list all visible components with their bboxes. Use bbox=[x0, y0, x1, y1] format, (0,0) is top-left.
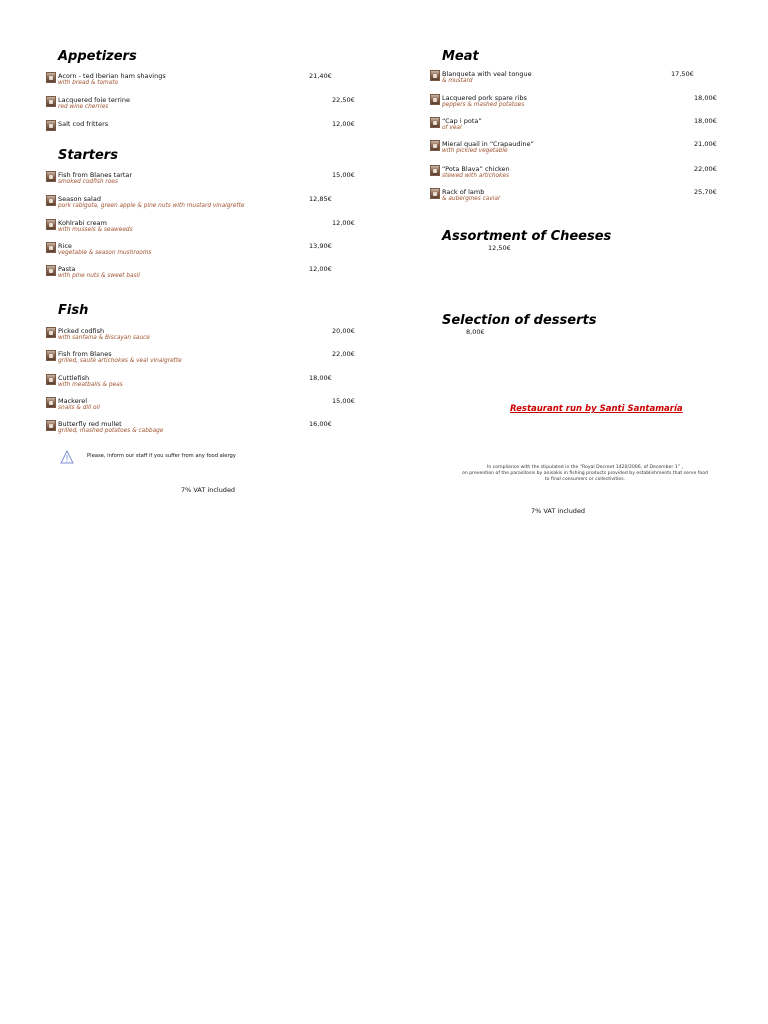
desserts-title: Selection of desserts bbox=[442, 313, 597, 328]
menu-item bbox=[46, 242, 366, 264]
item-name: Fish from Blanes tartar bbox=[58, 171, 133, 179]
item-name: Kohlrabi cream bbox=[58, 219, 107, 227]
menu-item bbox=[430, 94, 730, 116]
item-description: red wine cherries bbox=[58, 104, 109, 110]
item-price: 18,00€ bbox=[694, 94, 717, 102]
item-name: Season salad bbox=[58, 195, 101, 203]
item-price: 12,85€ bbox=[309, 195, 332, 203]
item-price: 12,00€ bbox=[332, 219, 355, 227]
item-description: pork rabigota, green apple & pine nuts with mustard vinaigrette bbox=[58, 203, 245, 209]
compliance-line-2: on prevention of the parasitosis by anisakis in fishing products provided by establishments that serve food bbox=[462, 471, 708, 477]
dish-photo-icon bbox=[46, 397, 56, 408]
dish-photo-icon bbox=[46, 120, 56, 131]
item-price: 22,50€ bbox=[332, 96, 355, 104]
item-price: 15,00€ bbox=[332, 171, 355, 179]
compliance-line-3: to final consumers or collectivities. bbox=[544, 477, 626, 483]
dish-photo-icon bbox=[430, 117, 440, 128]
dish-photo-icon bbox=[46, 195, 56, 206]
menu-item bbox=[430, 188, 730, 210]
menu-item bbox=[46, 397, 366, 419]
item-price: 13,90€ bbox=[309, 242, 332, 250]
menu-item bbox=[46, 219, 366, 241]
item-description: with pickled vegetable bbox=[442, 148, 508, 154]
item-description: with mussels & seaweeds bbox=[58, 227, 133, 233]
dish-photo-icon bbox=[430, 140, 440, 151]
item-description: with pine nuts & sweet basil bbox=[58, 273, 140, 279]
item-name: Salt cod fritters bbox=[58, 120, 109, 128]
restaurant-run-by-link[interactable]: Restaurant run by Santi Santamaría bbox=[510, 404, 683, 414]
item-name: “Pota Blava” chicken bbox=[442, 165, 510, 173]
dish-photo-icon bbox=[46, 171, 56, 182]
allergy-note: Please, inform our staff if you suffer from any food alergy bbox=[87, 453, 236, 459]
dish-photo-icon bbox=[430, 165, 440, 176]
dish-photo-icon bbox=[46, 96, 56, 107]
item-name: Rack of lamb bbox=[442, 188, 485, 196]
item-description: with meatballs & peas bbox=[58, 382, 123, 388]
dish-photo-icon bbox=[430, 70, 440, 81]
item-price: 25,70€ bbox=[694, 188, 717, 196]
item-name: Pasta bbox=[58, 265, 76, 273]
dish-photo-icon bbox=[46, 265, 56, 276]
item-price: 22,00€ bbox=[332, 350, 355, 358]
item-description: peppers & mashed potatoes bbox=[442, 102, 525, 108]
vat-included-right: 7% VAT included bbox=[531, 507, 586, 515]
menu-item bbox=[46, 195, 366, 217]
warning-icon bbox=[60, 450, 74, 464]
desserts-price: 8,00€ bbox=[466, 328, 485, 336]
item-price: 12,00€ bbox=[332, 120, 355, 128]
menu-item bbox=[46, 120, 366, 142]
dish-photo-icon bbox=[430, 94, 440, 105]
item-description: & aubergines caviar bbox=[442, 196, 501, 202]
item-description: snails & dill oil bbox=[58, 405, 100, 411]
item-price: 18,00€ bbox=[694, 117, 717, 125]
item-description: grilled, sauté artichokes & veal vinaigrette bbox=[58, 358, 182, 364]
menu-item bbox=[430, 117, 730, 139]
dish-photo-icon bbox=[46, 327, 56, 338]
item-price: 21,00€ bbox=[694, 140, 717, 148]
menu-item bbox=[46, 96, 366, 118]
item-price: 16,00€ bbox=[309, 420, 332, 428]
item-name: Rice bbox=[58, 242, 72, 250]
item-name: Acorn - ted Iberian ham shavings bbox=[58, 72, 166, 80]
item-price: 18,00€ bbox=[309, 374, 332, 382]
appetizers-title: Appetizers bbox=[58, 49, 137, 64]
item-description: with bread & tomato bbox=[58, 80, 119, 86]
item-description: stewed with artichokes bbox=[442, 173, 510, 179]
menu-item bbox=[46, 350, 366, 372]
dish-photo-icon bbox=[46, 72, 56, 83]
item-description: vegetable & season mushrooms bbox=[58, 250, 152, 256]
item-name: Mieral quail in “Crapaudine” bbox=[442, 140, 534, 148]
meat-title: Meat bbox=[442, 49, 479, 64]
item-price: 21,40€ bbox=[309, 72, 332, 80]
item-description: grilled, mashed potatoes & cabbage bbox=[58, 428, 164, 434]
menu-item bbox=[46, 171, 366, 193]
item-description: & mustard bbox=[442, 78, 473, 84]
compliance-note bbox=[455, 465, 715, 484]
menu-item bbox=[46, 374, 366, 396]
dish-photo-icon bbox=[46, 350, 56, 361]
item-name: Lacquered foie terrine bbox=[58, 96, 130, 104]
menu-item bbox=[430, 140, 730, 162]
fish-title: Fish bbox=[58, 303, 89, 318]
item-name: Cuttlefish bbox=[58, 374, 90, 382]
dish-photo-icon bbox=[46, 242, 56, 253]
item-name: Mackerel bbox=[58, 397, 88, 405]
dish-photo-icon bbox=[46, 420, 56, 431]
item-description: smoked codfish roes bbox=[58, 179, 118, 185]
dish-photo-icon bbox=[46, 219, 56, 230]
dish-photo-icon bbox=[46, 374, 56, 385]
item-name: Lacquered pork spare ribs bbox=[442, 94, 527, 102]
item-name: Picked codfish bbox=[58, 327, 105, 335]
cheeses-price: 12,50€ bbox=[488, 244, 511, 252]
item-description: with sanfaina & Biscayan sauce bbox=[58, 335, 150, 341]
item-price: 20,00€ bbox=[332, 327, 355, 335]
item-price: 15,00€ bbox=[332, 397, 355, 405]
item-price: 17,50€ bbox=[671, 70, 694, 78]
menu-item bbox=[430, 70, 730, 92]
menu-item bbox=[46, 72, 366, 94]
item-name: “Cap i pota” bbox=[442, 117, 482, 125]
menu-item bbox=[46, 327, 366, 349]
item-description: of veal bbox=[442, 125, 462, 131]
item-name: Blanqueta with veal tongue bbox=[442, 70, 532, 78]
cheeses-title: Assortment of Cheeses bbox=[442, 229, 612, 244]
menu-item bbox=[46, 265, 366, 287]
vat-included-left: 7% VAT included bbox=[181, 486, 236, 494]
compliance-line-1: In compliance with the stipulated in the “Royal Decreet 1420/2006, of December 1” , bbox=[487, 465, 683, 470]
item-name: Fish from Blanes bbox=[58, 350, 112, 358]
item-price: 22,00€ bbox=[694, 165, 717, 173]
dish-photo-icon bbox=[430, 188, 440, 199]
starters-title: Starters bbox=[58, 148, 118, 163]
menu-item bbox=[430, 165, 730, 187]
item-name: Butterfly red mullet bbox=[58, 420, 122, 428]
menu-item bbox=[46, 420, 366, 442]
item-price: 12,00€ bbox=[309, 265, 332, 273]
